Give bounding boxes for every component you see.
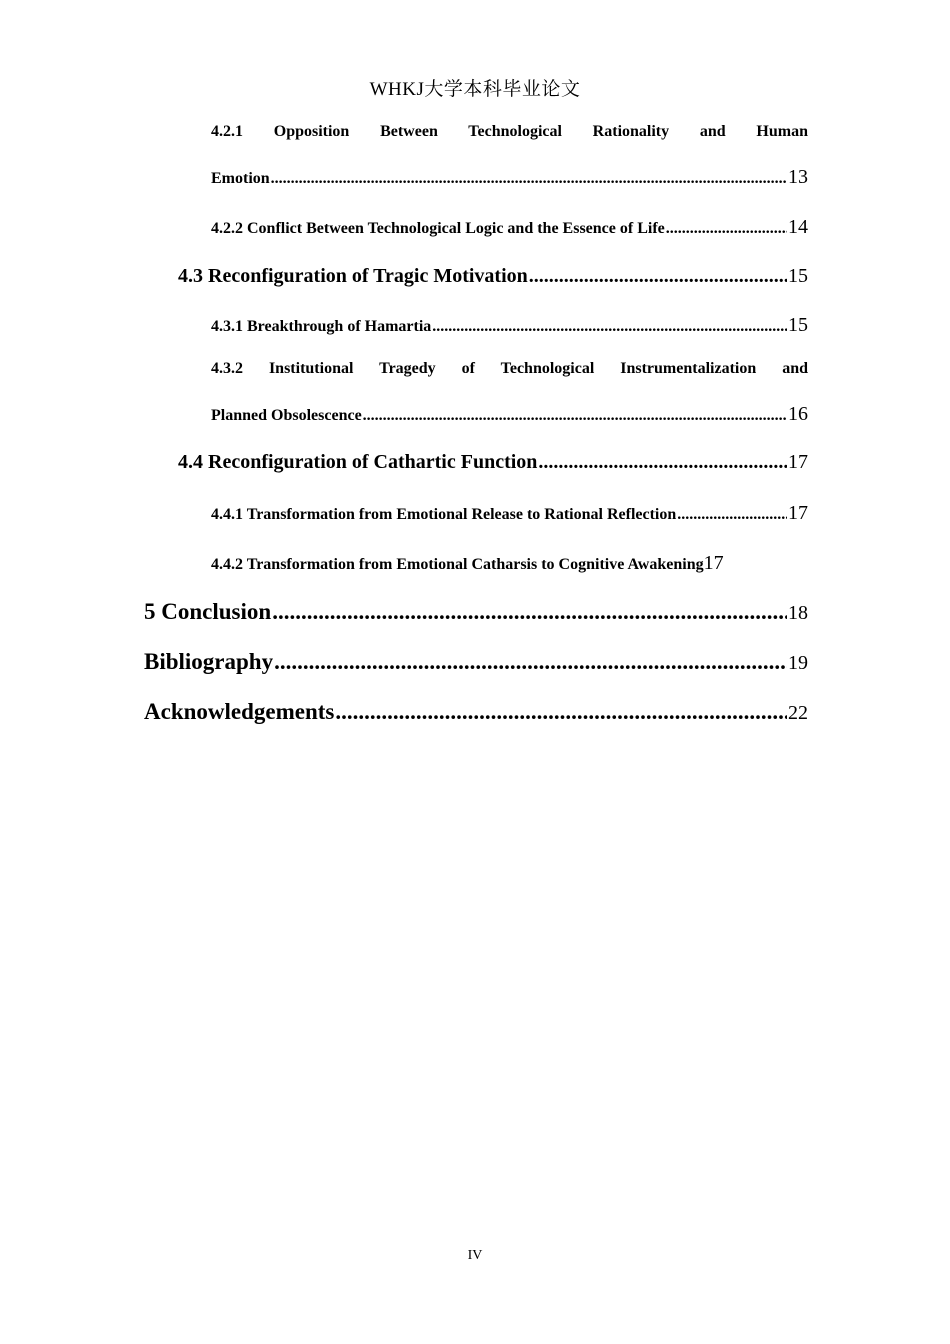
toc-page-number: 22	[788, 702, 808, 724]
toc-entry-title: 5 Conclusion	[144, 599, 272, 624]
page-header: WHKJ大学本科毕业论文	[369, 79, 581, 100]
toc-entry-title: Bibliography	[144, 649, 274, 674]
page-number-footer: IV	[467, 1248, 483, 1263]
toc-page-number: 14	[788, 216, 808, 238]
toc-entry-title: Emotion	[211, 170, 270, 187]
toc-page-number: 19	[788, 652, 808, 674]
toc-entry[interactable]	[211, 216, 808, 239]
toc-entry-title: 4.2.2 Conflict Between Technological Logic and the Essence of Life	[211, 220, 665, 237]
toc-leader-dots	[271, 170, 787, 188]
toc-page-number: 16	[788, 403, 808, 425]
toc-leader-dots	[335, 699, 787, 725]
toc-page-number: 17	[788, 502, 808, 524]
toc-page-number: 17	[788, 451, 808, 473]
toc-entry[interactable]	[144, 649, 808, 675]
toc-entry-line[interactable]: 4.3.2 Institutional Tragedy of Technological Instrumentalization and	[211, 360, 808, 377]
toc-entry-title: 4.4.1 Transformation from Emotional Release to Rational Reflection	[211, 506, 677, 523]
toc-entry-title: Acknowledgements	[144, 699, 335, 724]
toc-entry[interactable]	[144, 599, 808, 625]
toc-entry[interactable]	[211, 552, 831, 575]
toc-entry-line[interactable]: 4.2.1 Opposition Between Technological Rationality and Human	[211, 123, 808, 140]
toc-leader-dots	[363, 407, 787, 425]
toc-entry[interactable]	[211, 403, 808, 426]
toc-entry[interactable]	[178, 451, 808, 474]
toc-leader-dots	[272, 599, 787, 625]
toc-leader-dots	[677, 506, 787, 524]
toc-entry[interactable]	[211, 314, 808, 337]
toc-entry-title: 4.4 Reconfiguration of Cathartic Function	[178, 451, 538, 473]
toc-entry[interactable]	[211, 166, 808, 189]
toc-entry[interactable]	[211, 502, 808, 525]
toc-leader-dots	[432, 318, 787, 336]
toc-leader-dots	[666, 220, 787, 238]
toc-page-number: 13	[788, 166, 808, 188]
toc-entry-title: 4.4.2 Transformation from Emotional Catharsis to Cognitive Awakening	[211, 556, 704, 573]
toc-leader-dots	[274, 649, 787, 675]
toc-entry-title: 4.3 Reconfiguration of Tragic Motivation	[178, 265, 528, 287]
toc-entry[interactable]	[178, 265, 808, 288]
toc-page-number: 17	[703, 552, 724, 574]
toc-page-number: 15	[788, 314, 808, 336]
toc-page-number: 18	[788, 602, 808, 624]
toc-entry-title: 4.3.1 Breakthrough of Hamartia	[211, 318, 432, 335]
toc-entry[interactable]	[144, 699, 808, 725]
toc-leader-dots	[529, 265, 787, 288]
toc-page-number: 15	[788, 265, 808, 287]
toc-leader-dots	[538, 451, 787, 474]
toc-entry-title: Planned Obsolescence	[211, 407, 362, 424]
